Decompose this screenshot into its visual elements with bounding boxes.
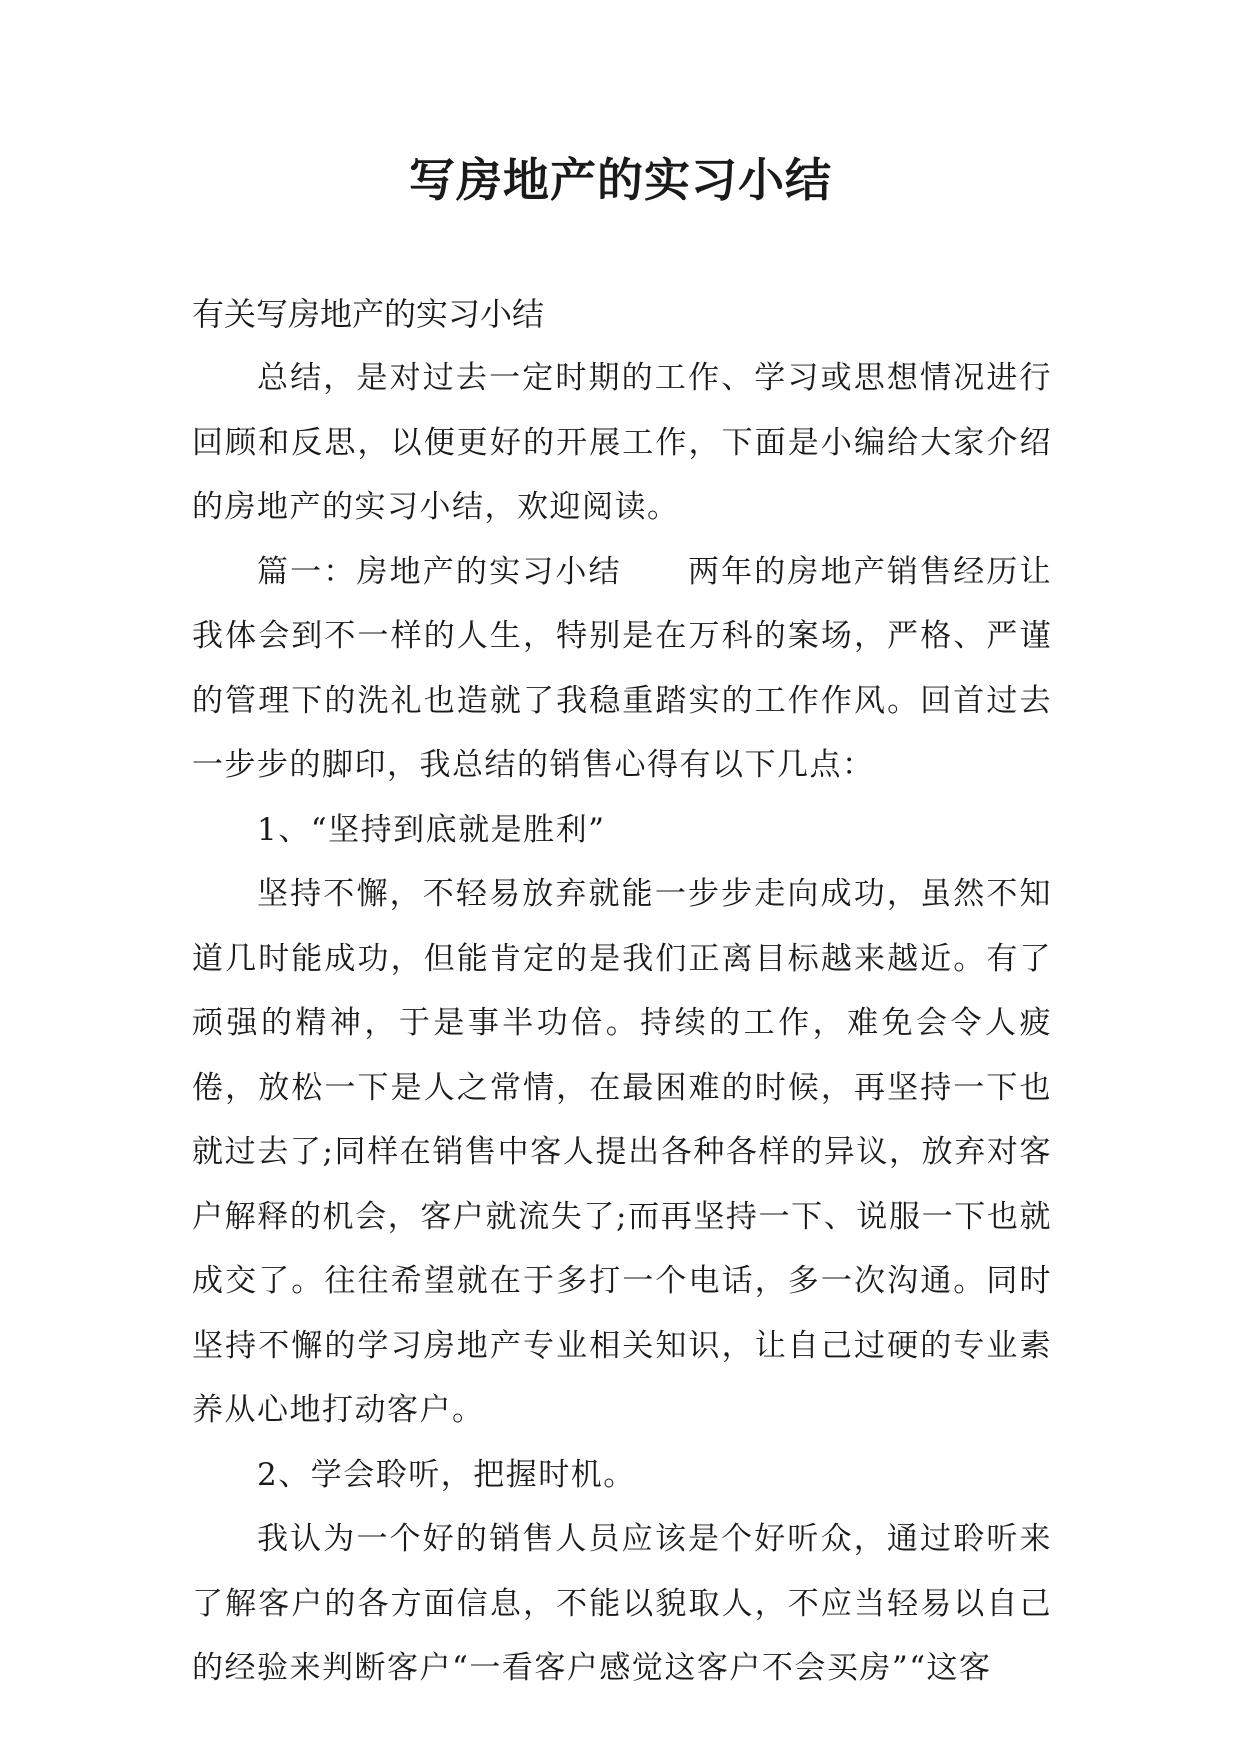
heading-point-two: 2、学会聆听，把握时机。 <box>257 1456 636 1493</box>
paragraph-persistence: 坚持不懈，不轻易放弃就能一步步走向成功，虽然不知道几时能成功，但能肯定的是我们正离目标越来越近。有了顽强的精神，于是事半功倍。持续的工作，难免会令人疲倦，放松一下是人之常情，在最困难的时候，再坚持一下也就过去了;同样在销售中客人提出各种各样的异议，放弃对客户解释的机会，客户就流失了;而再坚持一下、说服一下也就成交了。往往希望就在于多打一个电话，多一次沟通。同时坚持不懈的学习房地产专业相关知识，让自己过硬的专业素养从心地打动客户。 <box>192 876 1052 1428</box>
document-subtitle: 有关写房地产的实习小结 <box>192 295 545 333</box>
heading-point-one: 1、“坚持到底就是胜利” <box>257 811 606 848</box>
paragraph-listening: 我认为一个好的销售人员应该是个好听众，通过聆听来了解客户的各方面信息，不能以貌取人，不应当轻易以自己的经验来判断客户“一看客户感觉这客户不会买房”“这客 <box>192 1521 1052 1686</box>
document-body <box>192 346 1052 1701</box>
document-title: 写房地产的实习小结 <box>409 153 832 207</box>
paragraph-intro: 总结，是对过去一定时期的工作、学习或思想情况进行回顾和反思，以便更好的开展工作，下面是小编给大家介绍的房地产的实习小结，欢迎阅读。 <box>192 360 1052 525</box>
paragraph-part-one: 篇一：房地产的实习小结 两年的房地产销售经历让我体会到不一样的人生，特别是在万科的案场，严格、严谨的管理下的洗礼也造就了我稳重踏实的工作作风。回首过去一步步的脚印，我总结的销售心得有以下几点： <box>192 553 1052 783</box>
